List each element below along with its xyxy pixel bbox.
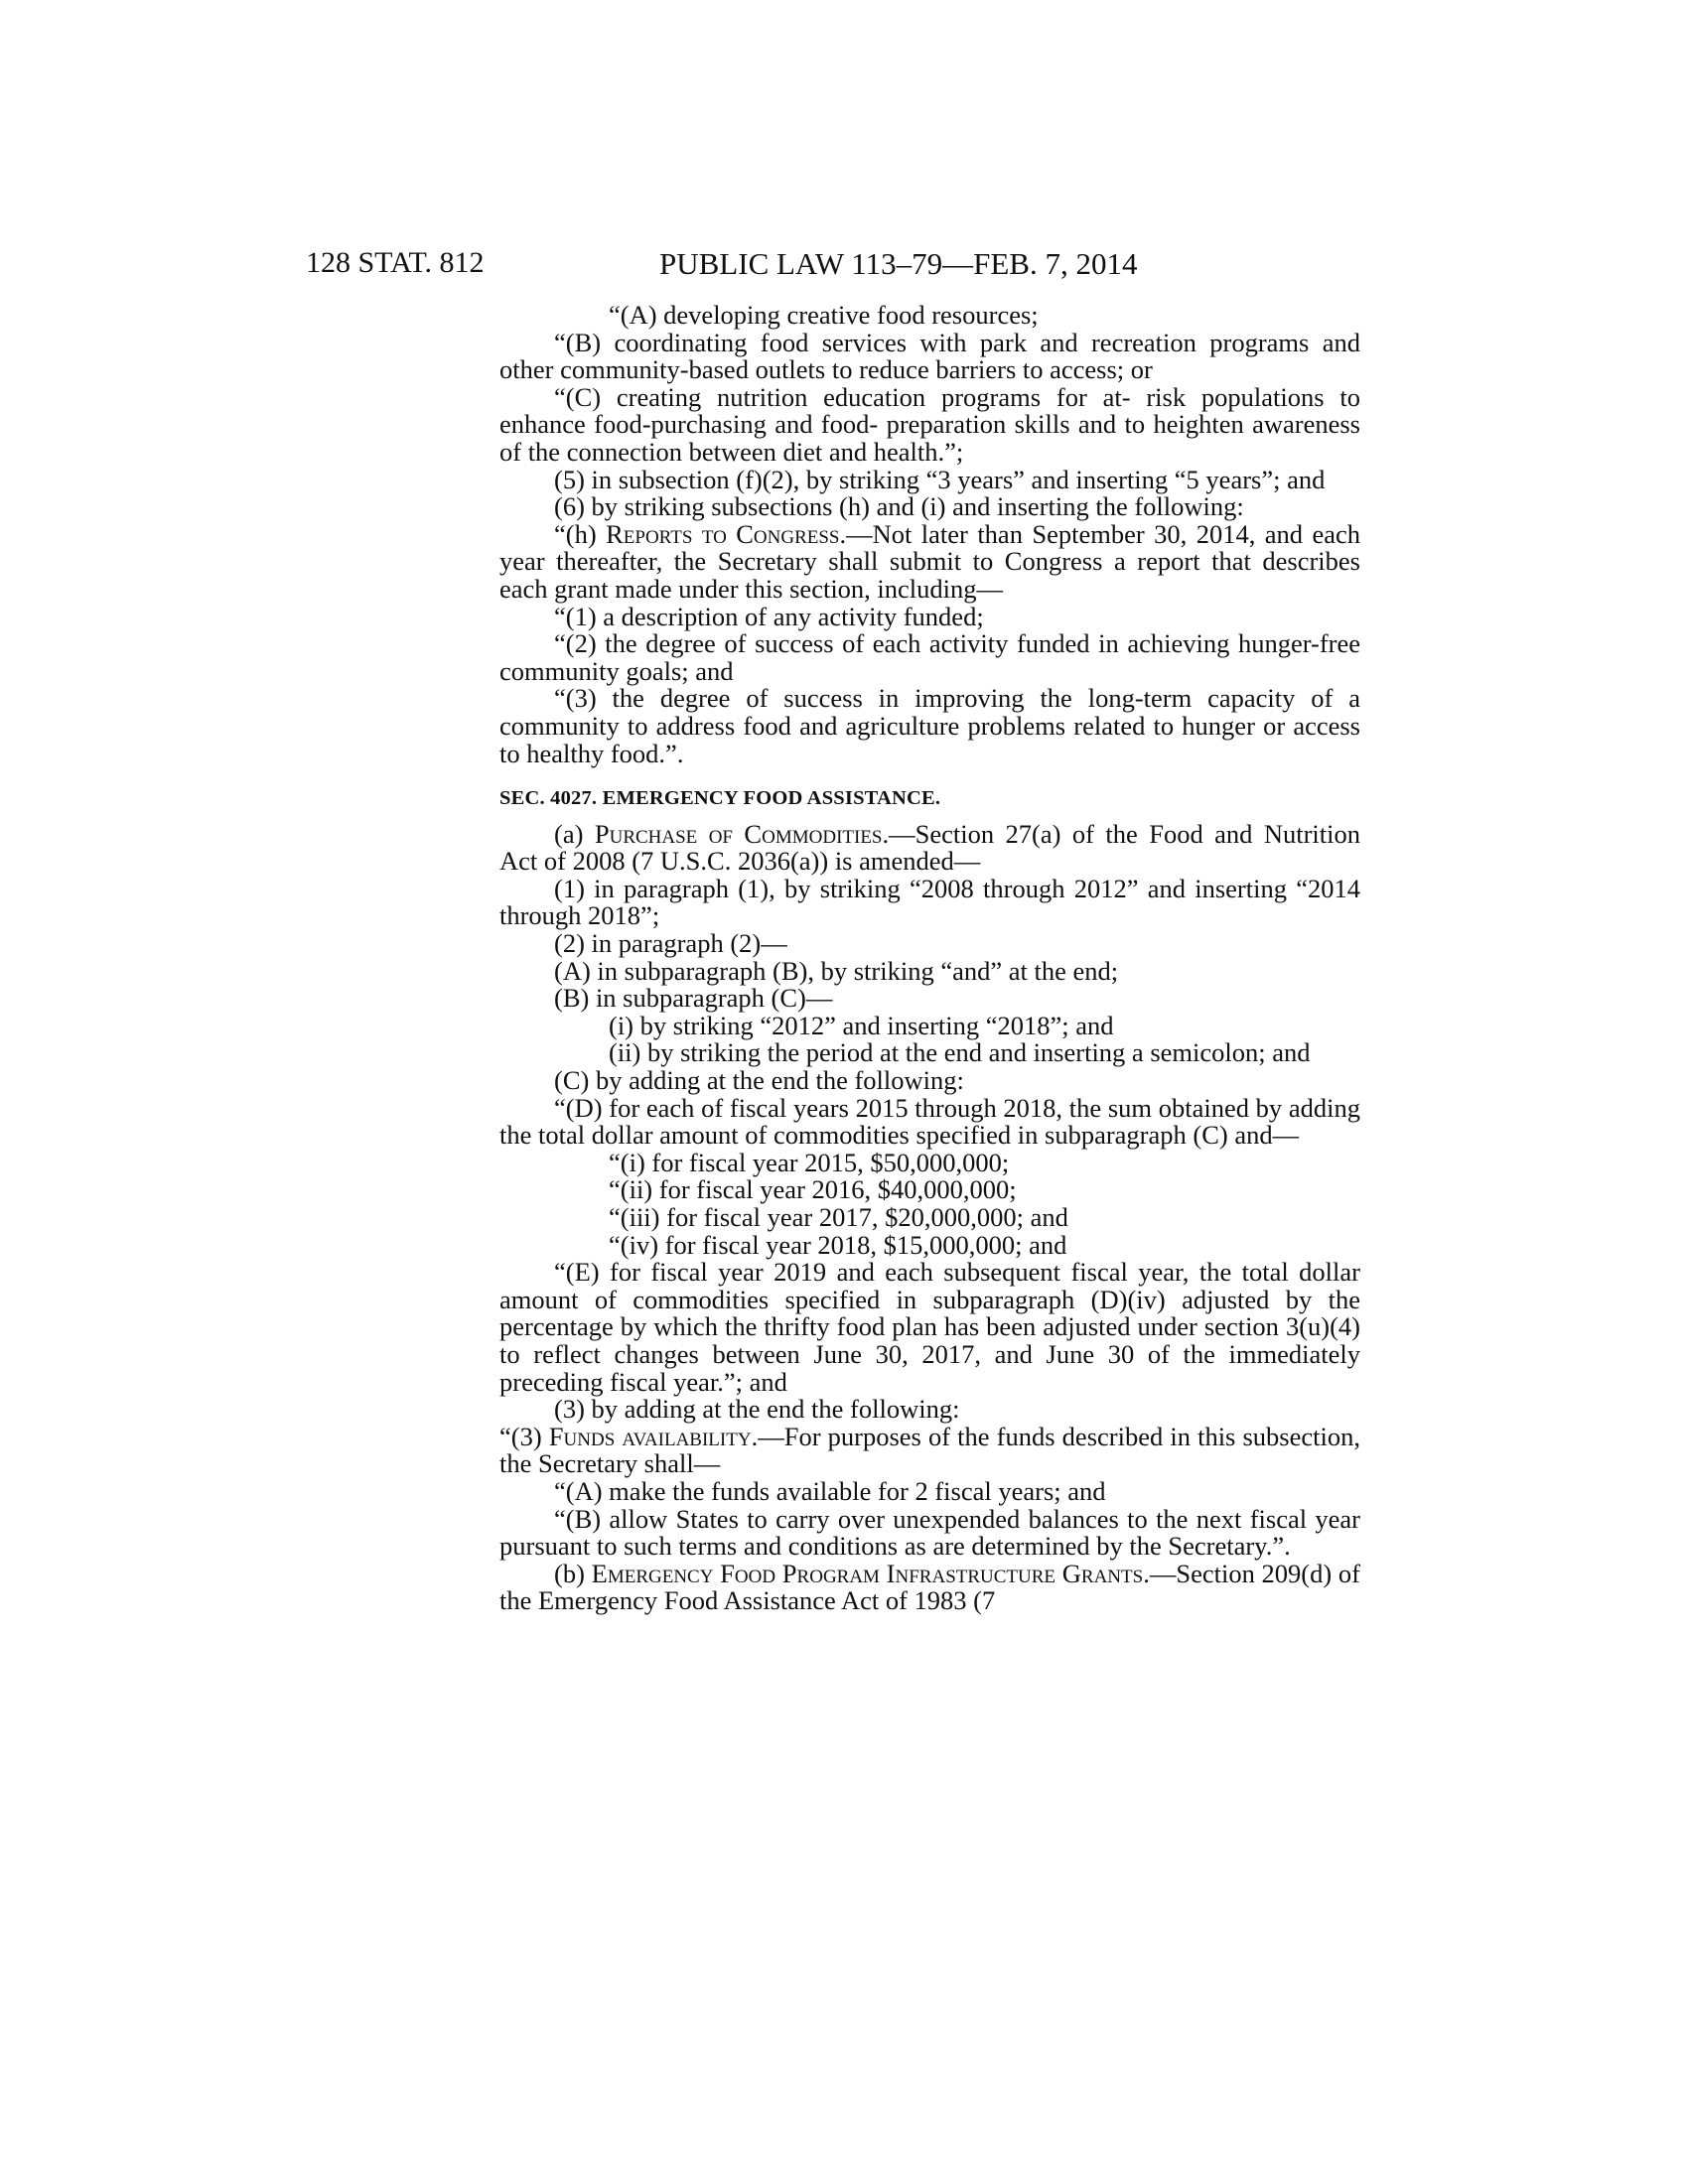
paragraph-heading: Emergency Food Program Infrastructure Grants	[591, 1558, 1144, 1588]
paragraph-text: (ii) by striking the period at the end and inserting a semicolon; and	[609, 1037, 1311, 1068]
text-paragraph	[499, 1092, 1360, 1151]
text-paragraph	[499, 493, 1360, 521]
paragraph-text: (i) by striking “2012” and inserting “2018”; and	[609, 1010, 1114, 1040]
paragraph-lead: “(h)	[554, 518, 607, 549]
text-paragraph	[499, 464, 1360, 494]
text-paragraph	[499, 327, 1360, 385]
text-paragraph	[499, 685, 1360, 767]
paragraph-text: “(E) for fiscal year 2019 and each subsequent fiscal year, the total dollar amount of commodities specified in subparagraph (D)(iv) adjusted by the percentage by which the thrifty food plan has been adjusted under section 3(u)(4) to reflect changes between June 30, 2017, and June 30 of the immediately preceding fiscal year.”; and	[499, 1257, 1360, 1397]
paragraph-text: “(ii) for fiscal year 2016, $40,000,000;	[609, 1174, 1017, 1205]
paragraph-text: .—Section 27(a) of the Food and Nutrition Act of 2008 (7 U.S.C. 2036(a)) is amended—	[499, 818, 1360, 877]
paragraph-lead: “(3)	[499, 1421, 549, 1451]
text-paragraph	[499, 818, 1360, 877]
paragraph-text: “(B) allow States to carry over unexpended balances to the next fiscal year pursuant to such terms and conditions as are determined by the Secretary.”.	[499, 1503, 1360, 1562]
law-title: PUBLIC LAW 113–79—FEB. 7, 2014	[659, 246, 1138, 281]
page-header	[306, 246, 1199, 286]
text-paragraph	[499, 1396, 1360, 1424]
text-paragraph	[499, 518, 1360, 604]
text-paragraph	[499, 930, 1360, 958]
paragraph-text: (B) in subparagraph (C)—	[554, 983, 833, 1014]
section-heading-text: SEC. 4027. EMERGENCY FOOD ASSISTANCE.	[499, 787, 941, 810]
paragraph-lead: (a)	[554, 818, 595, 849]
paragraph-text: “(iii) for fiscal year 2017, $20,000,000; and	[609, 1202, 1068, 1232]
text-paragraph	[499, 1503, 1360, 1562]
paragraph-text: .—Section 209(d) of the Emergency Food Assistance Act of 1983 (7	[499, 1558, 1361, 1616]
paragraph-text: .—For purposes of the funds described in this subsection, the Secretary shall—	[499, 1421, 1360, 1479]
paragraph-text: .—Not later than September 30, 2014, and each year thereafter, the Secretary shall submit to Congress a report that describes each grant made under this section, including—	[499, 518, 1360, 604]
paragraph-text: (A) in subparagraph (B), by striking “and” at the end;	[554, 955, 1119, 986]
paragraph-lead: (b)	[554, 1558, 592, 1588]
document-body	[499, 302, 1360, 1615]
paragraph-heading: Purchase of Commodities	[594, 818, 883, 849]
text-paragraph	[499, 985, 1360, 1013]
text-paragraph	[499, 1147, 1360, 1177]
paragraph-text: (6) by striking subsections (h) and (i) and inserting the following:	[554, 491, 1244, 522]
paragraph-text: “(3) the degree of success in improving the long-term capacity of a community to address food and agriculture problems related to hunger or access to healthy food.”.	[499, 683, 1360, 768]
paragraph-text: “(A) developing creative food resources;	[609, 300, 1039, 330]
paragraph-text: “(1) a description of any activity funded;	[554, 601, 984, 631]
text-paragraph	[499, 1067, 1360, 1095]
section-heading	[499, 785, 1360, 813]
paragraph-text: (5) in subsection (f)(2), by striking “3 years” and inserting “5 years”; and	[554, 464, 1326, 494]
paragraph-text: “(C) creating nutrition education programs for at- risk populations to enhance food-purchasing and food- preparation skills and to heighten awareness of the connection between diet and health.”;	[499, 381, 1360, 467]
paragraph-text: “(D) for each of fiscal years 2015 through 2018, the sum obtained by adding the total dollar amount of commodities specified in subparagraph (C) and—	[499, 1092, 1360, 1151]
text-paragraph	[499, 1475, 1360, 1506]
text-paragraph	[499, 601, 1360, 631]
paragraph-text: (C) by adding at the end the following:	[554, 1065, 964, 1096]
text-paragraph	[499, 1176, 1360, 1204]
paragraph-text: “(A) make the funds available for 2 fiscal years; and	[554, 1475, 1106, 1506]
stat-reference: 128 STAT. 812	[306, 246, 485, 279]
paragraph-heading: Reports to Congress	[606, 518, 840, 549]
text-paragraph	[499, 1039, 1360, 1067]
text-paragraph	[499, 381, 1360, 467]
text-paragraph	[499, 1229, 1360, 1260]
paragraph-text: “(B) coordinating food services with park and recreation programs and other community-based outlets to reduce barriers to access; or	[499, 327, 1360, 385]
text-paragraph	[499, 1558, 1361, 1616]
text-paragraph	[499, 1010, 1360, 1040]
text-paragraph	[499, 1204, 1360, 1232]
paragraph-text: “(iv) for fiscal year 2018, $15,000,000; and	[609, 1229, 1067, 1260]
paragraph-text: (2) in paragraph (2)—	[554, 928, 787, 959]
paragraph-text: “(2) the degree of success of each activity funded in achieving hunger-free community goals; and	[499, 628, 1360, 686]
text-paragraph	[499, 302, 1360, 330]
paragraph-text: “(i) for fiscal year 2015, $50,000,000;	[609, 1147, 1010, 1177]
paragraph-text: (3) by adding at the end the following:	[554, 1394, 960, 1425]
text-paragraph	[499, 955, 1360, 986]
text-paragraph	[499, 630, 1360, 685]
paragraph-heading: Funds availability	[548, 1421, 752, 1451]
paragraph-text: (1) in paragraph (1), by striking “2008 through 2012” and inserting “2014 through 2018”;	[499, 873, 1360, 931]
text-paragraph	[499, 873, 1360, 931]
text-paragraph	[499, 1259, 1360, 1396]
text-paragraph	[499, 1421, 1360, 1479]
